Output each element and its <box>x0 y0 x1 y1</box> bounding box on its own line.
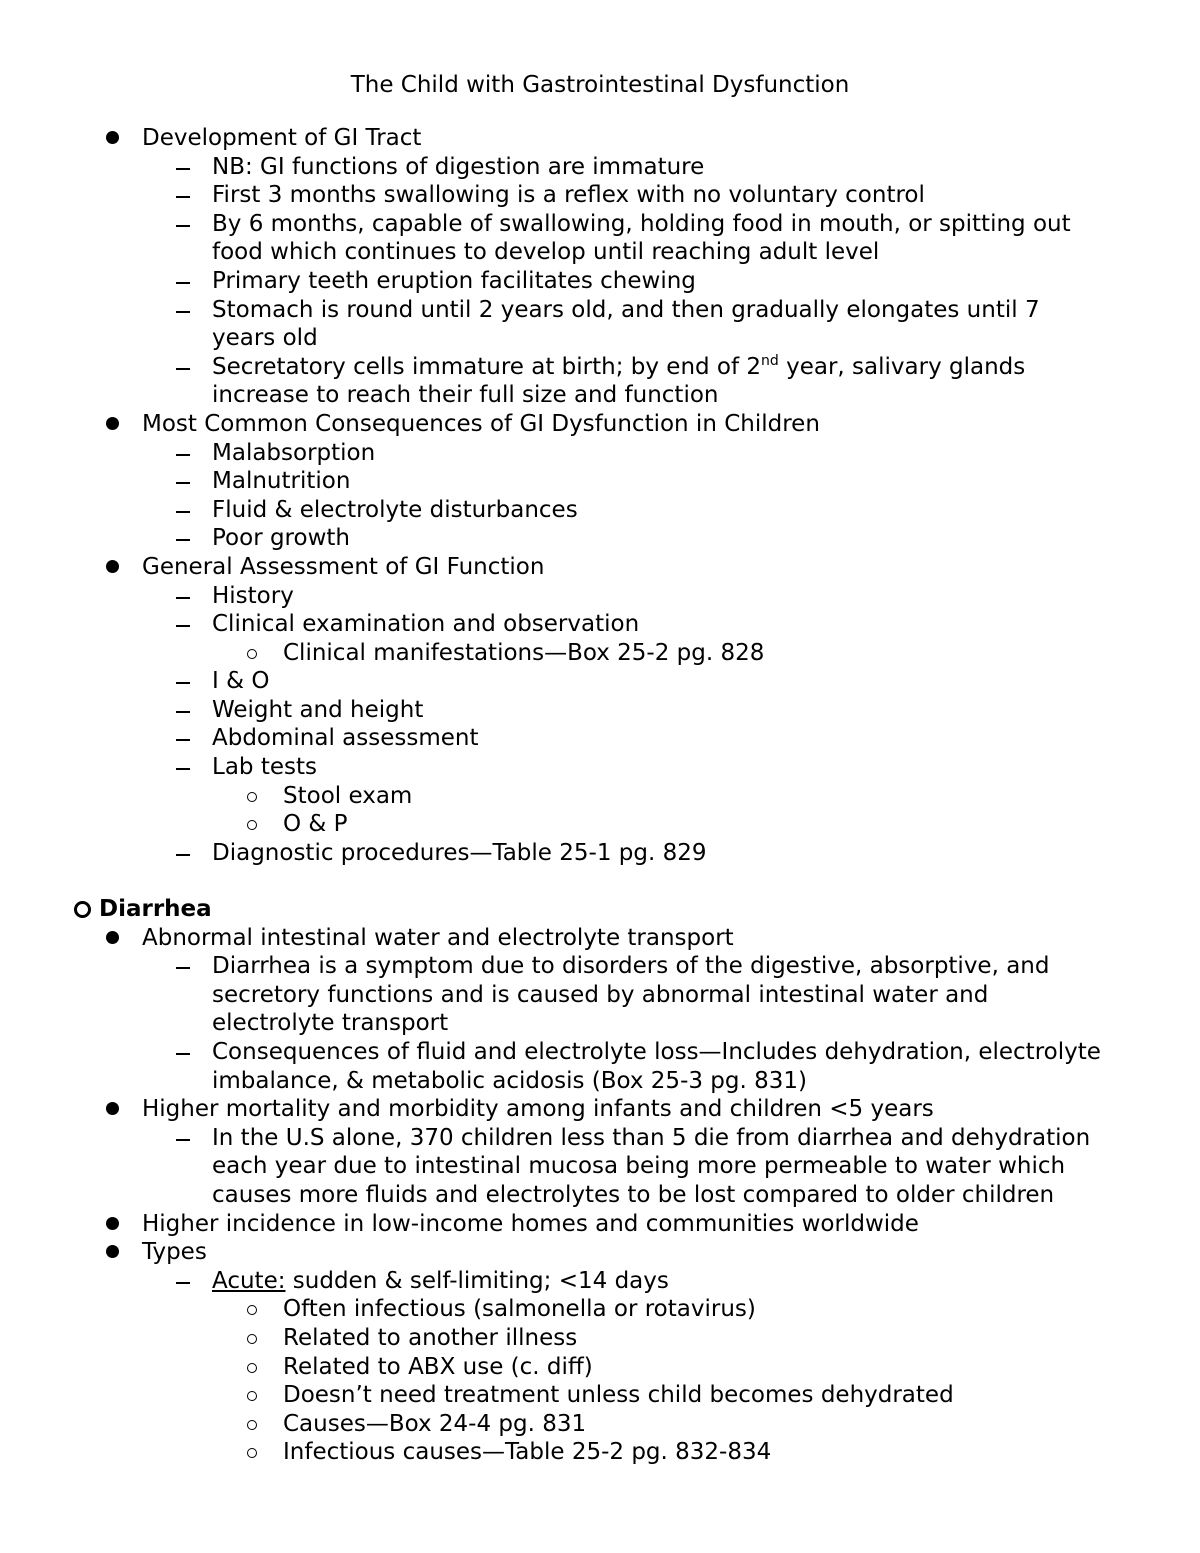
hollow-circle-bullet-icon <box>247 1363 257 1373</box>
dash-item: Lab tests <box>0 753 1122 782</box>
dash-item: Diagnostic procedures—Table 25-1 pg. 829 <box>0 839 1122 868</box>
superscript: nd <box>761 352 779 369</box>
dash-icon <box>176 711 190 713</box>
dash-item: Diarrhea is a symptom due to disorders of the digestive, absorptive, and secretory functions and is caused by abnormal intestinal water and electrolyte transport <box>0 952 1092 1038</box>
filled-bullet-icon <box>106 1217 119 1230</box>
filled-bullet-icon <box>106 931 119 944</box>
dash-icon <box>176 282 190 284</box>
dash-item: Secretatory cells immature at birth; by end of 2nd year, salivary glands increase to reach their full size and function <box>0 353 1062 410</box>
hollow-circle-bullet-icon <box>247 820 257 830</box>
dash-icon <box>176 511 190 513</box>
dash-icon <box>176 1053 190 1055</box>
dash-item: Stomach is round until 2 years old, and then gradually elongates until 7 years old <box>0 296 1072 353</box>
dash-item: In the U.S alone, 370 children less than 5 die from diarrhea and dehydration each year due to intestinal mucosa being more permeable to water which causes more fluids and electrolytes to be lost compared to older children <box>0 1124 1122 1210</box>
circle-item: Causes—Box 24-4 pg. 831 <box>0 1410 1200 1439</box>
dash-item: Fluid & electrolyte disturbances <box>0 496 1122 525</box>
dash-item: By 6 months, capable of swallowing, holding food in mouth, or spitting out food which continues to develop until reaching adult level <box>0 210 1122 267</box>
dash-icon <box>176 739 190 741</box>
filled-bullet-icon <box>106 1102 119 1115</box>
hollow-circle-bullet-icon <box>247 1391 257 1401</box>
circle-item: Often infectious (salmonella or rotavirus) <box>0 1295 1200 1324</box>
hollow-circle-bullet-icon <box>247 1448 257 1458</box>
dash-item: Poor growth <box>0 524 1122 553</box>
dash-icon <box>176 168 190 170</box>
dash-item: Malnutrition <box>0 467 1122 496</box>
outline-section-1 <box>0 124 1200 867</box>
dash-icon <box>176 1282 190 1284</box>
dash-item: First 3 months swallowing is a reflex with no voluntary control <box>0 181 1122 210</box>
dash-icon <box>176 1139 190 1141</box>
dash-icon <box>176 454 190 456</box>
bullet-item: Higher mortality and morbidity among infants and children <5 years <box>0 1095 1200 1124</box>
dash-icon <box>176 597 190 599</box>
section-heading: Diarrhea <box>0 895 1200 924</box>
underlined-label: Acute: <box>212 1267 286 1294</box>
filled-bullet-icon <box>106 417 119 430</box>
dash-item: Consequences of fluid and electrolyte loss—Includes dehydration, electrolyte imbalance, & metabolic acidosis (Box 25-3 pg. 831) <box>0 1038 1122 1095</box>
circle-item: Doesn’t need treatment unless child becomes dehydrated <box>0 1381 1200 1410</box>
dash-icon <box>176 768 190 770</box>
filled-bullet-icon <box>106 560 119 573</box>
dash-icon <box>176 368 190 370</box>
circle-item: Related to ABX use (c. diff) <box>0 1353 1200 1382</box>
dash-item: Acute: sudden & self-limiting; <14 days <box>0 1267 1122 1296</box>
dash-icon <box>176 482 190 484</box>
bullet-item: General Assessment of GI Function <box>0 553 1200 582</box>
bullet-item: Abnormal intestinal water and electrolyte transport <box>0 924 1200 953</box>
document-title: The Child with Gastrointestinal Dysfunction <box>350 72 850 98</box>
filled-bullet-icon <box>106 1245 119 1258</box>
diarrhea-section <box>0 895 1200 1467</box>
dash-icon <box>176 225 190 227</box>
hollow-circle-bullet-icon <box>247 1420 257 1430</box>
circle-item: Stool exam <box>0 782 1200 811</box>
bold-circle-bullet-icon <box>74 901 91 918</box>
circle-item: O & P <box>0 810 1200 839</box>
dash-item: NB: GI functions of digestion are immature <box>0 153 1122 182</box>
bullet-item: Development of GI Tract <box>0 124 1200 153</box>
bullet-item: Types <box>0 1238 1200 1267</box>
dash-item: Primary teeth eruption facilitates chewing <box>0 267 1122 296</box>
dash-icon <box>176 854 190 856</box>
dash-item: Malabsorption <box>0 439 1122 468</box>
dash-icon <box>176 196 190 198</box>
bullet-item: Higher incidence in low-income homes and communities worldwide <box>0 1210 1200 1239</box>
dash-icon <box>176 311 190 313</box>
hollow-circle-bullet-icon <box>247 792 257 802</box>
hollow-circle-bullet-icon <box>247 1305 257 1315</box>
dash-icon <box>176 539 190 541</box>
dash-item: I & O <box>0 667 1122 696</box>
dash-item: History <box>0 582 1122 611</box>
dash-icon <box>176 625 190 627</box>
dash-icon <box>176 682 190 684</box>
circle-item: Infectious causes—Table 25-2 pg. 832-834 <box>0 1438 1200 1467</box>
dash-icon <box>176 967 190 969</box>
circle-item: Related to another illness <box>0 1324 1200 1353</box>
bullet-item: Most Common Consequences of GI Dysfunction in Children <box>0 410 1200 439</box>
hollow-circle-bullet-icon <box>247 1334 257 1344</box>
filled-bullet-icon <box>106 131 119 144</box>
dash-item: Weight and height <box>0 696 1122 725</box>
circle-item: Clinical manifestations—Box 25-2 pg. 828 <box>0 639 1200 668</box>
dash-item: Abdominal assessment <box>0 724 1122 753</box>
hollow-circle-bullet-icon <box>247 649 257 659</box>
dash-item: Clinical examination and observation <box>0 610 1122 639</box>
